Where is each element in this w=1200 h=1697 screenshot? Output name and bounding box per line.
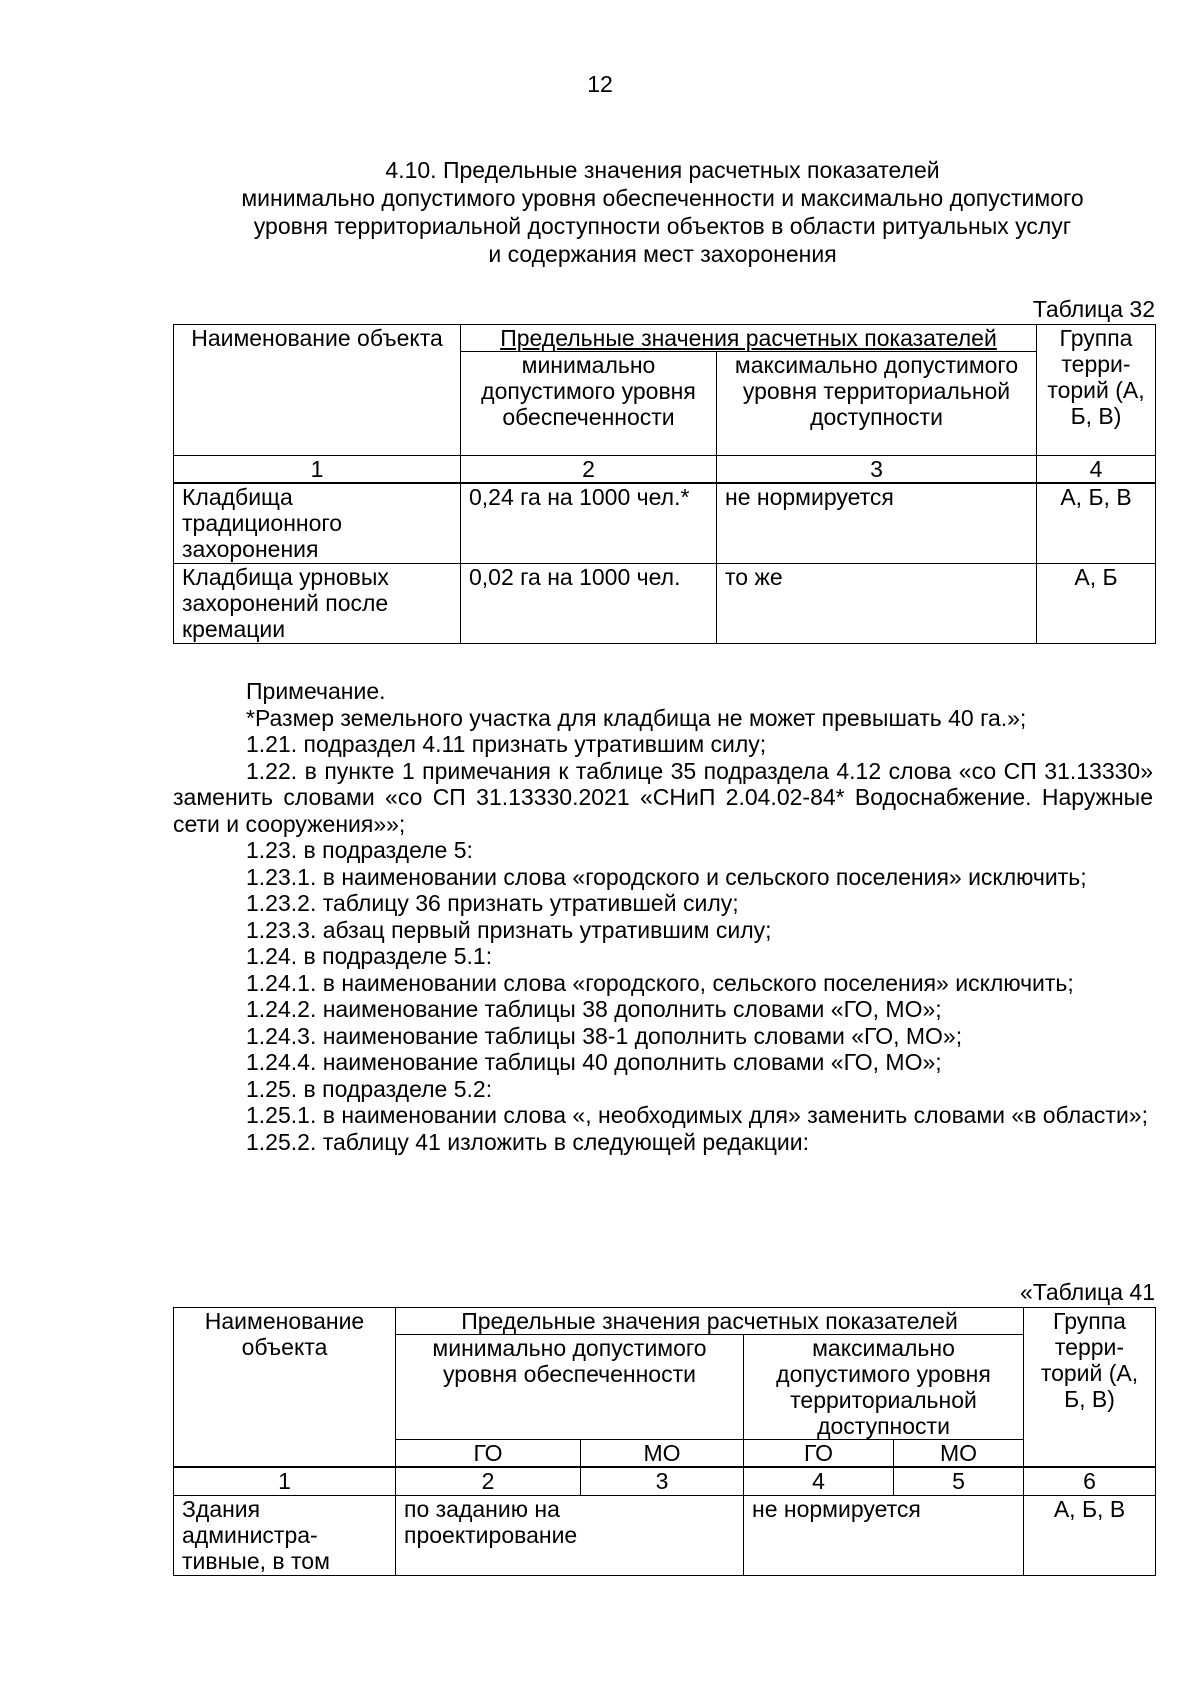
paragraph: 1.23.1. в наименовании слова «городского и сельского поселения» исключить;: [246, 863, 1087, 890]
heading-line: минимально допустимого уровня обеспеченности и максимально допустимого: [241, 185, 1084, 211]
paragraph: 1.24.4. наименование таблицы 40 дополнить словами «ГО, МО»;: [246, 1049, 942, 1075]
header-group: Группа терри-торий (А, Б, В): [1037, 325, 1156, 456]
col-number: 2: [461, 456, 717, 484]
table-row: [174, 483, 1156, 563]
header-object: Наименование объекта: [174, 325, 461, 456]
header-sub: МО: [894, 1440, 1024, 1468]
table-41: [173, 1307, 1156, 1576]
cell-group: А, Б, В: [1024, 1495, 1156, 1575]
header-limits: Предельные значения расчетных показателей: [396, 1308, 1024, 1335]
table32-caption: Таблица 32: [1032, 296, 1155, 322]
table-row: [174, 456, 1156, 484]
table-row: [174, 1495, 1156, 1575]
paragraph: 1.25.2. таблицу 41 изложить в следующей редакции:: [246, 1128, 810, 1155]
col-number: 1: [174, 456, 461, 484]
cell-name: Здания администра-тивные, в том: [174, 1495, 396, 1575]
paragraph: 1.24. в подразделе 5.1:: [246, 943, 493, 969]
cell-max: не нормируется: [717, 483, 1037, 563]
header-min: минимально допустимого уровня обеспеченности: [461, 352, 717, 456]
paragraph: 1.23. в подразделе 5:: [246, 837, 473, 863]
paragraph: 1.22. в пункте 1 примечания к таблице 35 подраздела 4.12 слова «со СП 31.13330» заменить словами «со СП 31.13330.2021 «СНиП 2.04.02-84* Водоснабжение. Наружные сети и сооружения»»;: [173, 757, 1153, 837]
heading-line: уровня территориальной доступности объектов в области ритуальных услуг: [253, 213, 1072, 239]
table-row: [174, 1467, 1156, 1495]
paragraph: 1.24.1. в наименовании слова «городского, сельского поселения» исключить;: [246, 969, 1074, 996]
table-32: [173, 324, 1156, 644]
header-group: Группа терри-торий (А, Б, В): [1024, 1308, 1156, 1468]
table-row: [174, 563, 1156, 643]
header-sub: ГО: [396, 1440, 581, 1468]
cell-group: А, Б: [1037, 563, 1156, 643]
section-heading: [160, 156, 1165, 268]
header-sub: МО: [581, 1440, 744, 1468]
col-number: 4: [744, 1467, 894, 1495]
col-number: 5: [894, 1467, 1024, 1495]
table41-caption: «Таблица 41: [1020, 1279, 1155, 1305]
paragraph: 1.21. подраздел 4.11 признать утратившим силу;: [246, 731, 767, 757]
header-limits-text: Предельные значения расчетных показателей: [500, 325, 997, 351]
header-min: минимально допустимого уровня обеспеченности: [396, 1335, 744, 1440]
cell-group: А, Б, В: [1037, 483, 1156, 563]
cell-min: 0,02 га на 1000 чел.: [461, 563, 717, 643]
col-number: 3: [581, 1467, 744, 1495]
header-max: максимально допустимого уровня территориальной доступности: [744, 1335, 1024, 1440]
col-number: 1: [174, 1467, 396, 1495]
heading-line: и содержания мест захоронения: [488, 241, 837, 267]
page-number: 12: [587, 71, 613, 97]
col-number: 2: [396, 1467, 581, 1495]
paragraph: 1.23.3. абзац первый признать утратившим силу;: [246, 916, 772, 943]
col-number: 3: [717, 456, 1037, 484]
cell-name: Кладбища традиционного захоронения: [174, 483, 461, 563]
paragraph: 1.23.2. таблицу 36 признать утратившей силу;: [246, 890, 739, 916]
paragraph: *Размер земельного участка для кладбища не может превышать 40 га.»;: [246, 704, 1027, 731]
paragraph: 1.25.1. в наименовании слова «, необходимых для» заменить словами «в области»;: [246, 1102, 1148, 1128]
paragraph: 1.24.2. наименование таблицы 38 дополнить словами «ГО, МО»;: [246, 996, 942, 1022]
header-object: Наименование объекта: [174, 1308, 396, 1468]
paragraph: 1.24.3. наименование таблицы 38-1 дополнить словами «ГО, МО»;: [246, 1022, 963, 1049]
col-number: 4: [1037, 456, 1156, 484]
body-text: [173, 678, 1153, 1155]
cell-max: не нормируется: [744, 1495, 1024, 1575]
paragraph: Примечание.: [246, 678, 386, 704]
heading-line: 4.10. Предельные значения расчетных показателей: [385, 157, 940, 183]
paragraph: 1.25. в подразделе 5.2:: [246, 1075, 493, 1102]
cell-name: Кладбища урновых захоронений после кремации: [174, 563, 461, 643]
header-limits: [461, 325, 1037, 352]
table-row: [174, 325, 1156, 352]
table-row: [174, 1308, 1156, 1335]
cell-min: 0,24 га на 1000 чел.*: [461, 483, 717, 563]
col-number: 6: [1024, 1467, 1156, 1495]
cell-max: то же: [717, 563, 1037, 643]
cell-min: по заданию на проектирование: [396, 1495, 744, 1575]
header-max: максимально допустимого уровня территориальной доступности: [717, 352, 1037, 456]
header-sub: ГО: [744, 1440, 894, 1468]
